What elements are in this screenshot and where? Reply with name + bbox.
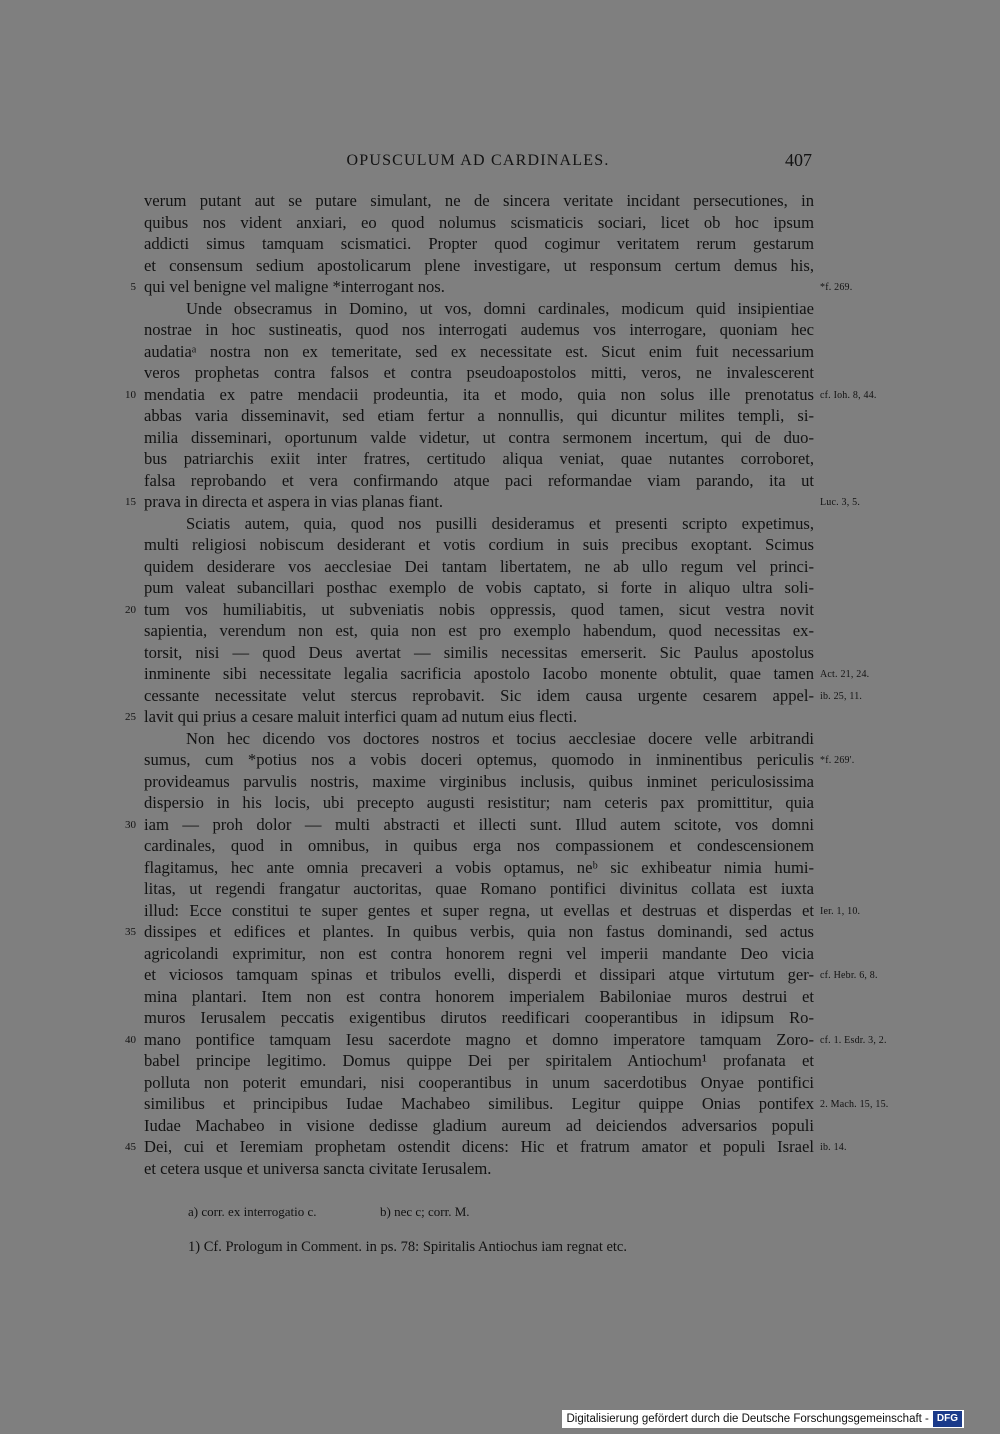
text-line	[0, 685, 1000, 707]
line-text: mina plantari. Item non est contra honorem imperialem Babiloniae muros destrui et	[144, 986, 814, 1006]
line-text: tum vos humiliabitis, ut subveniatis nobis oppressis, quod tamen, sicut vestra novit	[144, 599, 814, 619]
text-line	[0, 298, 1000, 320]
line-text: bus patriarchis exiit inter fratres, certitudo aliqua veniat, quae nutantes corroboret,	[144, 449, 814, 468]
line-text: quibus nos vident anxiari, eo quod nolumus scismaticis sociari, licet ob hoc ipsum	[144, 212, 814, 232]
line-text: babel principe legitimo. Domus quippe Dei per spiritalem Antiochum¹ profanata et	[144, 1051, 814, 1070]
text-line	[0, 771, 1000, 793]
footnote-a: a) corr. ex interrogatio c.	[188, 1204, 317, 1219]
text-line	[0, 857, 1000, 879]
margin-reference: Act. 21, 24.	[820, 669, 870, 680]
line-text: lavit qui prius a cesare maluit interfici quam ad nutum eius flecti.	[144, 707, 578, 726]
text-line	[0, 1029, 1000, 1051]
text-line	[0, 190, 1000, 212]
margin-reference: ib. 25, 11.	[820, 690, 863, 702]
text-line	[0, 384, 1000, 406]
line-text: dispersio in his locis, ubi precepto augusti resistitur; nam ceteris pax promittitur, quia	[144, 793, 814, 812]
text-line	[0, 233, 1000, 255]
text-line	[0, 341, 1000, 363]
running-head	[142, 150, 814, 174]
text-line	[0, 1115, 1000, 1137]
line-text: milia disseminari, oportunum valde videtur, ut contra sermonem incertum, qui de duo-	[144, 427, 814, 447]
margin-reference: ib. 14.	[820, 1142, 847, 1153]
margin-reference: Luc. 3, 5.	[820, 497, 861, 508]
line-text: multi religiosi nobiscum desiderant et votis cordium in suis precibus exoptant. Scimus	[144, 535, 814, 554]
text-line	[0, 749, 1000, 771]
line-text: Dei, cui et Ieremiam prophetam ostendit dicens: Hic et fratrum amator et populi Israel	[144, 1137, 814, 1156]
line-text: falsa reprobando et vera confirmando atque paci reformandae viam parando, ita ut	[144, 470, 814, 490]
text-line	[0, 814, 1000, 836]
text-line	[0, 513, 1000, 535]
margin-reference: Ier. 1, 10.	[820, 905, 861, 917]
line-number: 25	[125, 711, 136, 723]
text-line	[0, 900, 1000, 922]
margin-reference: cf. Hebr. 6, 8.	[820, 970, 878, 981]
margin-reference: *f. 269.	[820, 282, 853, 293]
text-line	[0, 599, 1000, 621]
text-line	[0, 878, 1000, 900]
line-text: mano pontifice tamquam Iesu sacerdote magno et domno imperatore tamquam Zoro-	[144, 1029, 814, 1049]
funding-credit	[562, 1410, 964, 1428]
line-text: nostrae in hoc sustineatis, quod nos interrogati audemus vos interrogare, quoniam hec	[144, 320, 814, 339]
text-line	[0, 986, 1000, 1008]
line-text: cessante necessitate velut stercus reprobavit. Sic idem causa urgente cesarem appel-	[144, 685, 814, 705]
line-number: 10	[125, 388, 136, 401]
line-text: et cetera usque et universa sancta civitate Ierusalem.	[144, 1158, 492, 1178]
footnote-b: b) nec c; corr. M.	[380, 1204, 470, 1219]
line-text: et consensum sedium apostolicarum plene investigare, ut responsum certum demus his,	[144, 255, 814, 275]
text-line	[0, 1072, 1000, 1094]
text-line	[0, 319, 1000, 341]
text-line	[0, 835, 1000, 857]
text-line	[0, 620, 1000, 642]
text-line	[0, 1093, 1000, 1115]
line-text: Non hec dicendo vos doctores nostros et tocius aecclesiae docere velle arbitrandi	[186, 728, 814, 748]
text-line	[0, 255, 1000, 277]
text-line	[0, 556, 1000, 578]
running-title: OPUSCULUM AD CARDINALES.	[346, 152, 610, 169]
line-text: litas, ut regendi frangatur auctoritas, quae Romano pontifici divinitus collata est iuxta	[144, 879, 814, 898]
line-text: quidem desiderare vos aecclesiae Dei tantam libertatem, ne ab ullo regum vel princi-	[144, 556, 814, 576]
text-line	[0, 448, 1000, 470]
line-text: inminente sibi necessitate legalia sacrificia apostolo Iacobo monente obtulit, quae tamen	[144, 664, 814, 683]
line-text: provideamus parvulis nostris, maxime virginibus inclusis, quibus inminet periculosissima	[144, 771, 814, 791]
line-text: mendatia ex patre mendacii prodeuntia, ita et modo, quia non solus ille prenotatus	[144, 384, 814, 404]
text-line	[0, 276, 1000, 298]
text-line	[0, 577, 1000, 599]
main-text	[0, 190, 1000, 1179]
margin-reference: cf. 1. Esdr. 3, 2.	[820, 1034, 887, 1046]
line-text: iam — proh dolor — multi abstracti et illecti sunt. Illud autem scitote, vos domni	[144, 814, 814, 834]
line-text: cardinales, quod in omnibus, in quibus erga nos compassionem et condescensionem	[144, 836, 814, 855]
text-line	[0, 706, 1000, 728]
text-line	[0, 470, 1000, 492]
page-number: 407	[785, 150, 812, 170]
text-line	[0, 642, 1000, 664]
line-text: similibus et principibus Iudae Machabeo similibus. Legitur quippe Onias pontifex	[144, 1094, 814, 1113]
credit-text: Digitalisierung gefördert durch die Deutsche Forschungsgemeinschaft -	[566, 1413, 929, 1425]
margin-reference: *f. 269'.	[820, 755, 855, 766]
line-number: 5	[130, 281, 136, 293]
line-text: sapientia, verendum non est, quia non est pro exemplo habendum, quod necessitas ex-	[144, 621, 814, 640]
text-line	[0, 405, 1000, 427]
line-text: audatiaᵃ nostra non ex temeritate, sed ex necessitate est. Sicut enim fuit necessarium	[144, 341, 814, 361]
text-line	[0, 1158, 1000, 1180]
margin-reference: cf. Ioh. 8, 44.	[820, 389, 877, 401]
line-text: illud: Ecce constitui te super gentes et super regna, ut evellas et destruas et disperdas et	[144, 900, 814, 920]
text-line	[0, 491, 1000, 513]
line-number: 20	[125, 603, 136, 616]
text-line	[0, 427, 1000, 449]
line-number: 15	[125, 496, 136, 508]
line-text: verum putant aut se putare simulant, ne de sincera veritate incidant persecutiones, in	[144, 191, 814, 210]
text-line	[0, 534, 1000, 556]
text-line	[0, 1136, 1000, 1158]
line-text: veros prophetas contra falsos et contra pseudoapostolos mitti, veros, ne invalescerent	[144, 363, 814, 382]
line-number: 35	[125, 926, 136, 938]
line-text: flagitamus, hec ante omnia precaveri a vobis optamus, neᵇ sic exhibeatur nimia humi-	[144, 857, 814, 877]
line-text: pum valeat subancillari posthac exemplo de vobis captato, si forte in aliquo ultra soli-	[144, 578, 814, 597]
line-text: prava in directa et aspera in vias planas fiant.	[144, 492, 444, 511]
line-number: 30	[125, 818, 136, 831]
line-text: qui vel benigne vel maligne *interrogant nos.	[144, 277, 445, 296]
text-line	[0, 792, 1000, 814]
line-number: 40	[125, 1033, 136, 1046]
dfg-logo: DFG	[933, 1411, 962, 1427]
line-text: agricolandi exprimitur, non est contra honorem regni vel imperii mandante Deo vicia	[144, 943, 814, 963]
line-text: Unde obsecramus in Domino, ut vos, domni cardinales, modicum quid insipientiae	[186, 298, 814, 318]
text-line	[0, 1050, 1000, 1072]
text-line	[0, 212, 1000, 234]
text-line	[0, 964, 1000, 986]
line-text: abbas varia disseminavit, sed etiam fertur a nonnullis, qui dicuntur milites templi, si-	[144, 406, 814, 425]
line-text: et viciosos tamquam spinas et tribulos evelli, disperdi et dissipari atque virtutum ger-	[144, 965, 814, 984]
text-line	[0, 663, 1000, 685]
line-number: 45	[125, 1141, 136, 1153]
text-line	[0, 943, 1000, 965]
line-text: addicti simus tamquam scismatici. Propter quod cogimur veritatem rerum gestarum	[144, 234, 814, 253]
text-line	[0, 362, 1000, 384]
line-text: polluta non poterit emundari, nisi cooperantibus in unum sacerdotibus Onyae pontifici	[144, 1072, 814, 1092]
line-text: Iudae Machabeo in visione dedisse gladium aureum ad deiciendos adversarios populi	[144, 1115, 814, 1135]
text-line	[0, 921, 1000, 943]
line-text: muros Ierusalem peccatis exigentibus dirutos reedificari cooperantibus in idipsum Ro-	[144, 1008, 814, 1027]
text-line	[0, 728, 1000, 750]
text-line	[0, 1007, 1000, 1029]
footnote-1: 1) Cf. Prologum in Comment. in ps. 78: Spiritalis Antiochus iam regnat etc.	[188, 1239, 627, 1255]
line-text: Sciatis autem, quia, quod nos pusilli desideramus et presenti scripto expetimus,	[186, 513, 814, 533]
margin-reference: 2. Mach. 15, 15.	[820, 1099, 889, 1110]
line-text: dissipes et edifices et plantes. In quibus verbis, quia non fastus dominandi, sed actus	[144, 922, 814, 941]
line-text: torsit, nisi — quod Deus avertat — similis necessitas emerserit. Sic Paulus apostolus	[144, 642, 814, 662]
line-text: sumus, cum *potius nos a vobis doceri optemus, quomodo in inminentibus periculis	[144, 750, 814, 769]
